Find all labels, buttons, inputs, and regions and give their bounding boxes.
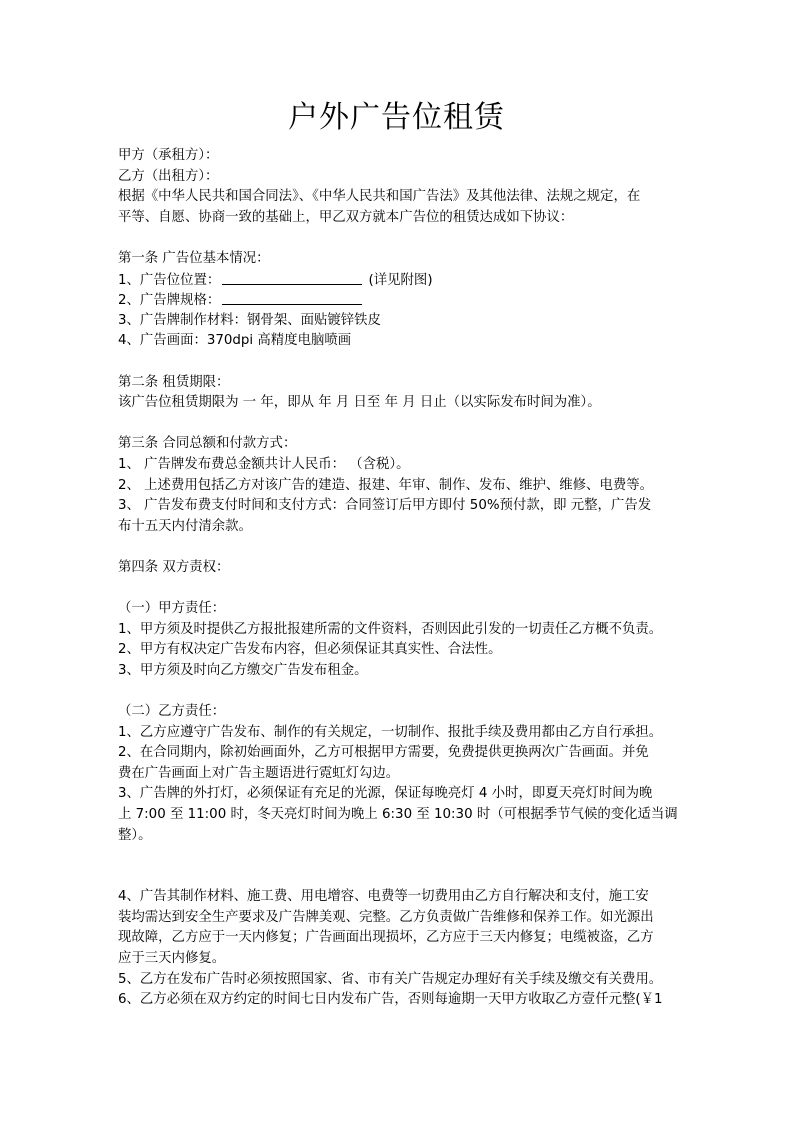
article-3-item-3: 布十五天内付清余款。: [118, 518, 252, 534]
document-body: [118, 146, 678, 1011]
article-1-heading: 第一条 广告位基本情况：: [118, 250, 270, 266]
party-b-duty: 费在广告画面上对广告主题语进行霓虹灯勾边。: [118, 765, 400, 781]
location-note: (详见附图): [368, 272, 433, 288]
party-b-duty: 上 7:00 至 11:00 时，冬天亮灯时间为晚上 6:30 至 10:30 时（可根据季节气候的变化适当调: [118, 807, 678, 822]
preamble-line: 根据《中华人民共和国合同法》、《中华人民共和国广告法》及其他法律、法规之规定，在: [118, 189, 641, 205]
article-3-item-1: 1、 广告牌发布费总金额共计人民币： （含税）。: [118, 456, 410, 472]
party-a-duty: 1、甲方须及时提供乙方报批报建所需的文件资料，否则因此引发的一切责任乙方概不负责。: [118, 621, 663, 637]
preamble-line: 平等、自愿、协商一致的基础上，甲乙双方就本广告位的租赁达成如下协议：: [118, 209, 574, 225]
article-1-item-2: [118, 290, 678, 311]
article-2-heading: 第二条 租赁期限：: [118, 374, 230, 390]
party-b-duty: 整）。: [118, 827, 152, 843]
article-4-heading: 第四条 双方责权：: [118, 559, 230, 575]
blank-line: [118, 352, 678, 373]
party-b-duty: 3、广告牌的外打灯，必须保证有充足的光源，保证每晚亮灯 4 小时，即夏天亮灯时间为晚: [118, 786, 653, 802]
party-b-duty: 5、乙方在发布广告时必须按照国家、省、市有关广告规定办理好有关手续及缴交有关费用。: [118, 971, 663, 987]
party-b-duty: 1、乙方应遵守广告发布、制作的有关规定，一切制作、报批手续及费用都由乙方自行承担。: [118, 724, 663, 740]
location-label: 1、广告位位置：: [118, 272, 221, 288]
party-b-duty: 应于三天内修复。: [118, 950, 226, 966]
party-a-duty: 3、甲方须及时向乙方缴交广告发布租金。: [118, 662, 368, 678]
party-b-duty: 现故障，乙方应于一天内修复；广告画面出现损坏，乙方应于三天内修复；电缆被盗，乙方: [118, 930, 654, 946]
blank-line: [118, 228, 678, 249]
party-b-duty: 2、在合同期内，除初始画面外，乙方可根据甲方需要，免费提供更换两次广告画面。并免: [118, 745, 649, 761]
article-1-item-3: 3、广告牌制作材料：钢骨架、面贴镀锌铁皮: [118, 312, 381, 328]
document-title: 户外广告位租赁: [288, 100, 505, 135]
blank-line: [118, 681, 678, 702]
spec-blank: [222, 290, 362, 305]
spec-label: 2、广告牌规格：: [118, 293, 221, 309]
party-b-duty: 6、乙方必须在双方约定的时间七日内发布广告，否则每逾期一天甲方收取乙方壹仟元整(￥1: [118, 992, 663, 1008]
party-a-duty: 2、甲方有权决定广告发布内容，但必须保证其真实性、合法性。: [118, 642, 502, 658]
article-3-item-3: 3、 广告发布费支付时间和支付方式：合同签订后甲方即付 50%预付款，即 元整，广告发: [118, 498, 652, 514]
party-a-line: 甲方（承租方）：: [118, 148, 219, 163]
party-b-line: 乙方（出租方）：: [118, 168, 219, 184]
blank-line: [118, 414, 678, 435]
party-b-duty: 4、广告其制作材料、施工费、用电增容、电费等一切费用由乙方自行解决和支付，施工安: [118, 889, 649, 905]
article-1-item-4: 4、广告画面：370dpi 高精度电脑喷画: [118, 333, 352, 349]
party-a-duties-heading: （一）甲方责任：: [118, 601, 226, 617]
article-3-item-2: 2、 上述费用包括乙方对该广告的建造、报建、年审、制作、发布、维护、维修、电费等。: [118, 477, 654, 493]
blank-line: [118, 537, 678, 558]
article-2-text: 该广告位租赁期限为 一 年，即从 年 月 日至 年 月 日止（以实际发布时间为准）。: [118, 395, 601, 411]
blank-gap: [118, 846, 678, 887]
party-b-duties-heading: （二）乙方责任：: [118, 704, 226, 720]
party-b-duty: 装均需达到安全生产要求及广告牌美观、完整。乙方负责做广告维修和保养工作。如光源出: [118, 909, 654, 925]
location-blank: [222, 270, 362, 285]
article-3-heading: 第三条 合同总额和付款方式：: [118, 436, 297, 452]
article-1-item-1: [118, 270, 678, 291]
blank-line: [118, 578, 678, 599]
